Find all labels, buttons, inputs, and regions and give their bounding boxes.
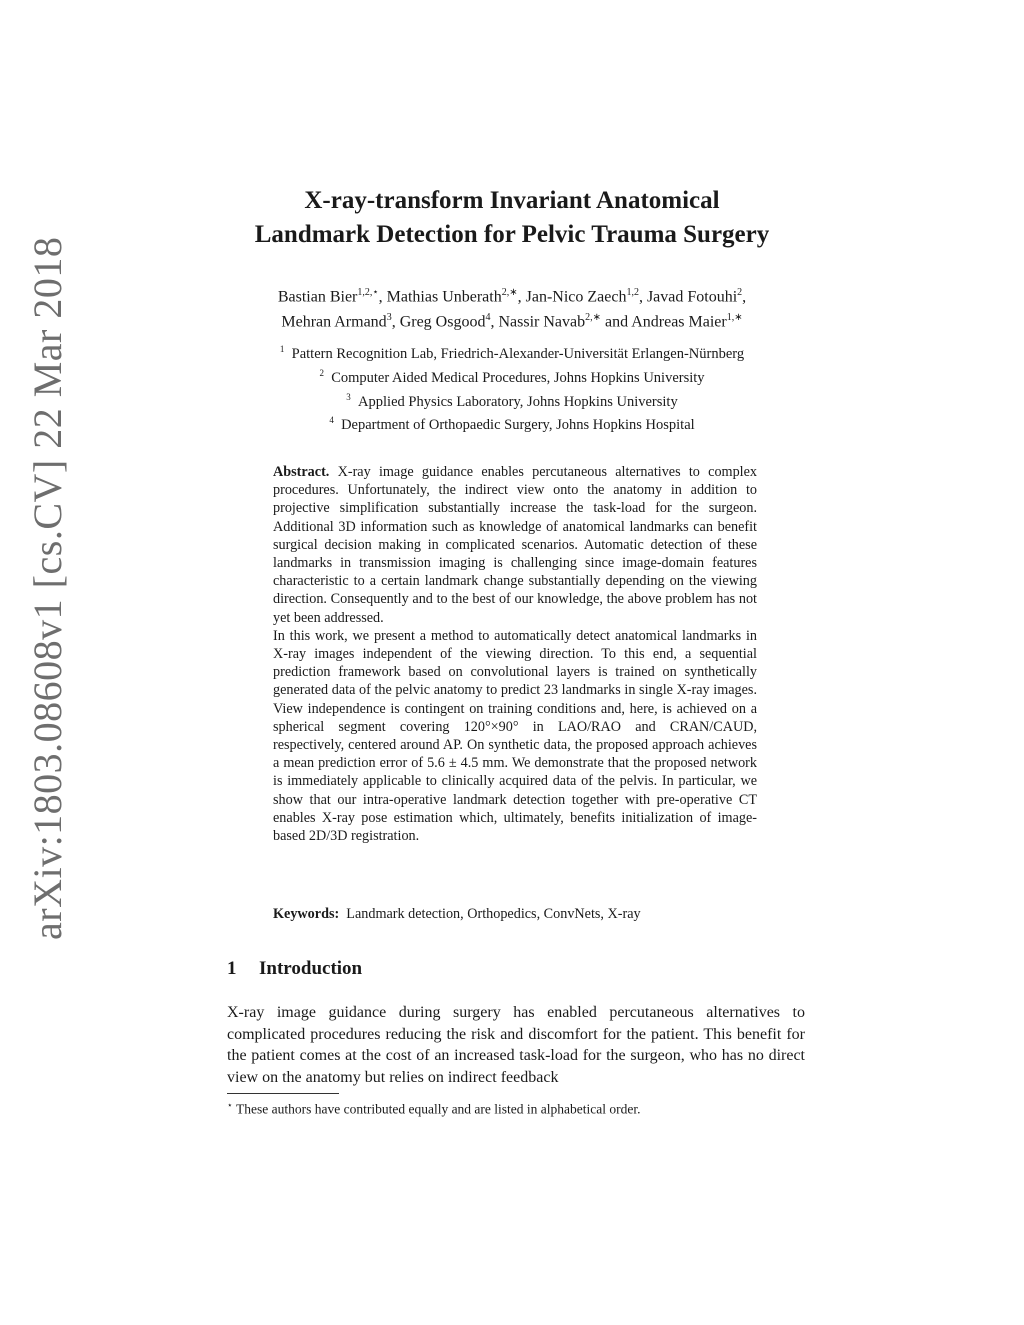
affiliation-text: Computer Aided Medical Procedures, Johns Hopkins University xyxy=(331,369,705,386)
keywords-text: Landmark detection, Orthopedics, ConvNets, X-ray xyxy=(346,906,641,922)
affiliation-number: 4 xyxy=(329,415,334,426)
author-separator: , xyxy=(742,288,747,306)
author-line-2 xyxy=(212,307,812,332)
author-separator: , xyxy=(517,288,526,306)
author-affil-mark: 2,∗ xyxy=(501,287,518,298)
abstract xyxy=(273,463,757,845)
author-affil-mark: 2,∗ xyxy=(585,312,601,324)
affiliation-number: 1 xyxy=(279,344,285,354)
author-separator: , xyxy=(638,288,647,306)
author-name: Mathias Unberath xyxy=(386,288,502,306)
author-name: Bastian Bier xyxy=(277,288,358,306)
arxiv-identifier: arXiv:1803.08608v1 [cs.CV] 22 Mar 2018 xyxy=(25,236,70,940)
affiliation-item xyxy=(212,364,812,388)
footnote-mark: ⋆ xyxy=(227,1100,233,1110)
author-name: Jan-Nico Zaech xyxy=(525,288,627,306)
abstract-paragraph-1 xyxy=(273,463,757,627)
author-separator: , xyxy=(378,288,387,306)
author-affil-mark: 1,2 xyxy=(626,287,639,298)
author-affil-mark: 2 xyxy=(737,287,743,298)
author-name: Greg Osgood xyxy=(399,313,486,331)
section-title: Introduction xyxy=(259,958,363,979)
keywords-label: Keywords: xyxy=(273,906,340,922)
paper-title xyxy=(212,184,812,252)
author-separator: , xyxy=(391,313,400,331)
section-number: 1 xyxy=(227,958,237,979)
abstract-text-1: X-ray image guidance enables percutaneous alternatives to complex procedures. Unfortunately, the indirect view onto the anatomy in addition to projective simplification substantially increase the task-load for the surgeon. Additional 3D information such as knowledge of anatomical landmarks can benefit surgical decision making in complicated scenarios. Automatic detection of these landmarks in transmission imaging is challenging since image-domain features characteristic to a certain landmark change substantially depending on the viewing direction. Consequently and to the best of our knowledge, the above problem has not yet been addressed. xyxy=(273,464,758,626)
affiliation-number: 3 xyxy=(346,391,351,402)
affiliation-text: Applied Physics Laboratory, Johns Hopkins University xyxy=(358,393,678,410)
affiliation-list xyxy=(212,340,812,435)
author-affil-mark: 3 xyxy=(386,312,392,324)
footnote xyxy=(227,1096,805,1119)
title-line-1: X-ray-transform Invariant Anatomical xyxy=(304,187,720,214)
author-name: Javad Fotouhi xyxy=(646,288,738,306)
footnote-divider xyxy=(227,1093,339,1094)
author-affil-mark: 1,∗ xyxy=(726,312,743,324)
author-name: Nassir Navab xyxy=(498,313,586,331)
author-name: Andreas Maier xyxy=(631,313,727,331)
affiliation-item xyxy=(212,340,812,364)
intro-paragraph: X-ray image guidance during surgery has enabled percutaneous alternatives to complicated procedures reducing the risk and discomfort for the patient. This benefit for the patient comes at the cost of an increased task-load for the surgeon, who has no direct view on the anatomy but relies on indirect feedback xyxy=(227,1004,805,1086)
author-line-1 xyxy=(212,282,812,307)
affiliation-item xyxy=(212,411,812,435)
footnote-text: These authors have contributed equally and are listed in alphabetical order. xyxy=(236,1101,641,1117)
affiliation-text: Pattern Recognition Lab, Friedrich-Alexander-Universität Erlangen-Nürnberg xyxy=(291,345,745,362)
author-name: Mehran Armand xyxy=(281,313,387,331)
author-list xyxy=(212,282,812,333)
abstract-paragraph-2: In this work, we present a method to automatically detect anatomical landmarks in X-ray images independent of the viewing direction. To this end, a sequential prediction framework based on convolutional layers is trained on synthetically generated data of the pelvic anatomy to predict 23 landmarks in single X-ray images. View independence is contingent on training conditions and, here, is achieved on a spherical segment covering 120°×90° in LAO/RAO and CRAN/CAUD, respectively, centered around AP. On synthetic data, the proposed approach achieves a mean prediction error of 5.6 ± 4.5 mm. We demonstrate that the proposed network is immediately applicable to clinically acquired data of the pelvis. In particular, we show that our intra-operative landmark detection together with pre-operative CT enables X-ray pose estimation which, ultimately, benefits initialization of image-based 2D/3D registration. xyxy=(273,627,757,845)
author-affil-mark: 1,2,⋆ xyxy=(357,287,379,298)
affiliation-item xyxy=(212,388,812,412)
section-heading xyxy=(227,957,362,981)
abstract-label: Abstract. xyxy=(273,464,330,480)
affiliation-text: Department of Orthopaedic Surgery, Johns Hopkins Hospital xyxy=(341,417,695,434)
affiliation-number: 2 xyxy=(319,367,324,378)
author-affil-mark: 4 xyxy=(485,312,491,324)
keywords xyxy=(273,905,757,923)
author-separator: and xyxy=(600,313,632,331)
author-separator: , xyxy=(490,313,499,331)
title-line-2: Landmark Detection for Pelvic Trauma Surgery xyxy=(254,221,770,248)
